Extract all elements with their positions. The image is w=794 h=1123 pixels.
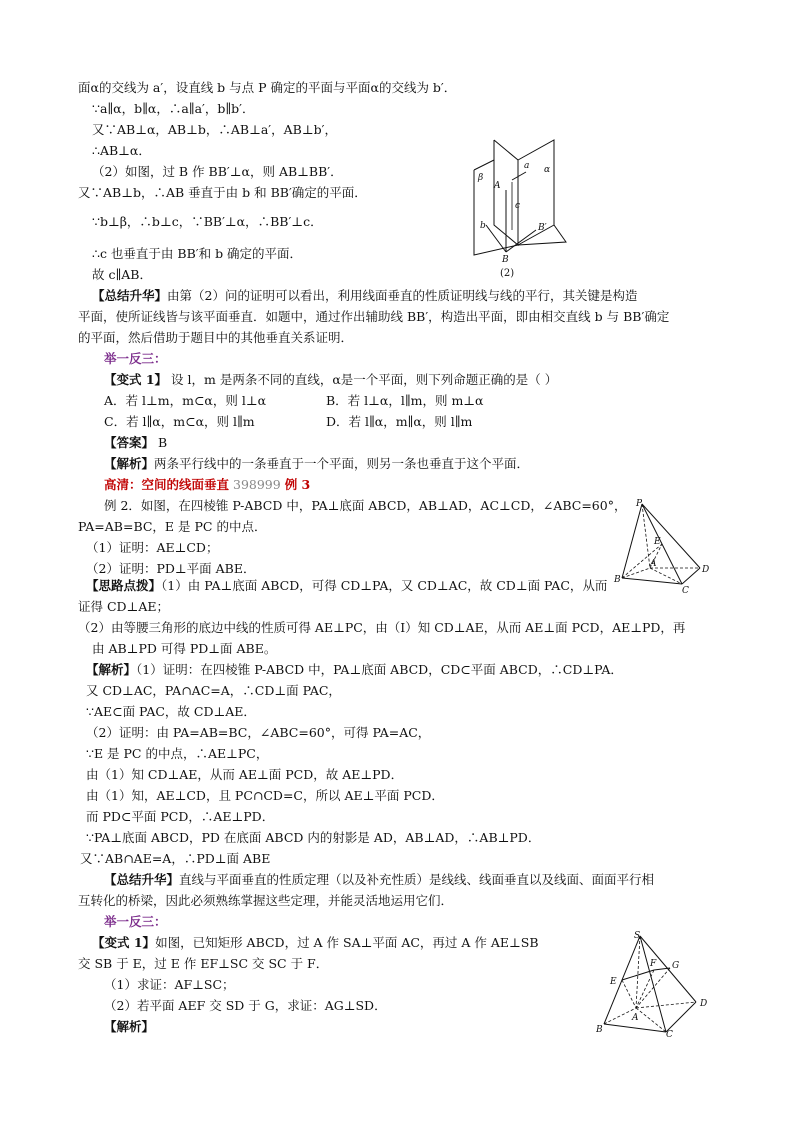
fig1-label: c: [515, 201, 521, 211]
proof-line: [86, 662, 623, 678]
text-line: 由 AB⊥PD 可得 PD⊥面 ABE。: [92, 641, 277, 656]
text-line: 由（1）知 CD⊥AE，从而 AE⊥面 PCD，故 AE⊥PD．: [86, 767, 404, 782]
text-line: （2）证明：PD⊥平面 ABE．: [86, 561, 256, 576]
text-line: （1）证明：AE⊥CD；: [86, 540, 219, 555]
answer-tag: 【答案】: [104, 435, 155, 450]
text-line: （2）如图，过 B 作 BB′⊥α，则 AB⊥BB′．: [92, 164, 343, 179]
option-a: A．若 l⊥m，m⊂α，则 l⊥α: [104, 393, 267, 408]
fig1-label: α: [544, 165, 551, 175]
section-heading: 举一反三：: [104, 914, 167, 929]
text-line: 面α的交线为 a′，设直线 b 与点 P 确定的平面与平面α的交线为 b′．: [78, 80, 457, 95]
variant-tag: 【变式 1】: [104, 372, 168, 387]
hint-text: （1）由 PA⊥底面 ABCD，可得 CD⊥PA，又 CD⊥AC，故 CD⊥面 PAC，从而: [161, 578, 608, 593]
fig3-label: B: [596, 1025, 603, 1035]
text-line: 证得 CD⊥AE；: [78, 599, 169, 614]
text-line: ∵b⊥β，∴b⊥c，∵BB′⊥α，∴BB′⊥c．: [92, 214, 323, 229]
text-line: 例 2．如图，在四棱锥 P-ABCD 中，PA⊥底面 ABCD，AB⊥AD，AC⊥CD，∠ABC=60°，: [104, 498, 627, 513]
video-example: 例 3: [284, 477, 311, 492]
fig3-label: E: [610, 977, 617, 987]
fig1-label: a: [524, 161, 530, 171]
summary-paragraph: [104, 872, 654, 888]
fig1-caption: (2): [500, 268, 515, 279]
fig3-label: A: [632, 1013, 639, 1023]
text-line: 的平面，然后借助于题目中的其他垂直关系证明．: [78, 330, 354, 345]
answer-line: [104, 435, 167, 451]
figure-pyramid-pabcd: [612, 498, 716, 594]
option-b: B．若 l⊥α，l∥m，则 m⊥α: [326, 393, 484, 408]
section-heading: 举一反三：: [104, 351, 167, 366]
fig2-label: B: [614, 575, 621, 585]
text-line: ∴c 也垂直于由 BB′和 b 确定的平面．: [92, 246, 303, 261]
summary-text: 直线与平面垂直的性质定理（以及补充性质）是线线、线面垂直以及线面、面面平行相: [179, 872, 655, 887]
text-line: ∵AE⊂面 PAC，故 CD⊥AE．: [86, 704, 256, 719]
text-line: 由（1）知，AE⊥CD，且 PC∩CD=C，所以 AE⊥平面 PCD．: [86, 788, 444, 803]
option-d: D．若 l∥α，m∥α，则 l∥m: [326, 414, 473, 429]
analysis-text: 两条平行线中的一条垂直于一个平面，则另一条也垂直于这个平面．: [154, 456, 530, 471]
fig1-label: B: [502, 255, 509, 265]
text-line: 互转化的桥梁，因此必须熟练掌握这些定理，并能灵活地运用它们．: [78, 893, 454, 908]
fig2-label: D: [702, 565, 710, 575]
video-code: 398999: [229, 477, 285, 492]
fig2-label: C: [682, 586, 689, 594]
option-c: C．若 l∥α，m⊂α，则 l∥m: [104, 414, 255, 429]
text-line: 又∵AB⊥b，∴AB 垂直于由 b 和 BB′确定的平面．: [78, 185, 367, 200]
variant-question: [92, 935, 539, 951]
proof-text: （1）证明：在四棱锥 P-ABCD 中，PA⊥底面 ABCD，CD⊂平面 ABCD，∴CD⊥PA．: [136, 662, 623, 677]
hint-paragraph: [86, 578, 607, 594]
video-link[interactable]: [104, 477, 310, 493]
fig1-label: b: [480, 221, 486, 231]
text-line: （2）证明：由 PA=AB=BC，∠ABC=60°，可得 PA=AC，: [86, 725, 431, 740]
text-line: 又∵AB∩AE=A，∴PD⊥面 ABE: [80, 851, 271, 866]
summary-tag: 【总结升华】: [104, 872, 180, 887]
variant-text: 设 l，m 是两条不同的直线，α是一个平面，则下列命题正确的是（ ）: [167, 372, 558, 387]
fig1-label: B′: [538, 223, 547, 233]
fig3-label: S: [634, 931, 641, 941]
text-line: （1）求证：AF⊥SC；: [104, 977, 235, 992]
analysis-line: [104, 456, 529, 472]
text-line: ∵a∥α，b∥α，∴a∥a′，b∥b′．: [92, 101, 255, 116]
variant-question: [104, 372, 557, 388]
fig3-label: G: [672, 961, 680, 971]
text-line: 交 SB 于 E，过 E 作 EF⊥SC 交 SC 于 F．: [78, 956, 329, 971]
summary-tag: 【总结升华】: [92, 288, 168, 303]
summary-text: 由第（2）问的证明可以看出，利用线面垂直的性质证明线与线的平行，其关键是构造: [167, 288, 638, 303]
variant-text: 如图，已知矩形 ABCD，过 A 作 SA⊥平面 AC，再过 A 作 AE⊥SB: [155, 935, 539, 950]
analysis-tag: 【解析】: [104, 456, 155, 471]
text-line: 又∵AB⊥α，AB⊥b，∴AB⊥a′，AB⊥b′，: [92, 122, 337, 137]
text-line: 故 c∥AB．: [92, 267, 152, 282]
hint-tag: 【思路点拨】: [86, 578, 162, 593]
fig3-label: D: [700, 999, 708, 1009]
video-title: 高清：空间的线面垂直: [104, 477, 230, 492]
fig1-label: A: [494, 181, 501, 191]
text-line: ∵E 是 PC 的中点，∴AE⊥PC，: [86, 746, 269, 761]
fig3-label: C: [666, 1030, 673, 1038]
variant-tag: 【变式 1】: [92, 935, 156, 950]
fig3-label: F: [650, 959, 657, 969]
text-line: 平面，使所证线皆与该平面垂直．如题中，通过作出辅助线 BB′，构造出平面，即由相交直线 b 与 BB′确定: [78, 309, 670, 324]
text-line: 又 CD⊥AC，PA∩AC=A，∴CD⊥面 PAC，: [86, 683, 341, 698]
figure-dihedral-planes: [466, 130, 576, 280]
text-line: （2）由等腰三角形的底边中线的性质可得 AE⊥PC，由（Ⅰ）知 CD⊥AE，从而 AE⊥面 PCD，AE⊥PD，再: [78, 620, 686, 635]
fig2-label: P: [636, 499, 643, 509]
fig2-label: E: [654, 537, 661, 547]
summary-paragraph: [92, 288, 637, 304]
text-line: ∵PA⊥底面 ABCD，PD 在底面 ABCD 内的射影是 AD，AB⊥AD，∴AB⊥PD．: [86, 830, 541, 845]
fig2-label: A: [650, 559, 657, 569]
text-line: PA=AB=BC，E 是 PC 的中点．: [78, 519, 267, 534]
figure-pyramid-sabcd: [596, 928, 716, 1038]
answer-value: B: [154, 435, 168, 450]
fig1-label: β: [478, 173, 484, 183]
text-line: ∴AB⊥α．: [92, 143, 151, 158]
text-line: 而 PD⊂平面 PCD，∴AE⊥PD．: [86, 809, 275, 824]
text-line: （2）若平面 AEF 交 SD 于 G，求证：AG⊥SD．: [104, 998, 387, 1013]
analysis-tag: 【解析】: [104, 1019, 155, 1034]
proof-tag: 【解析】: [86, 662, 137, 677]
